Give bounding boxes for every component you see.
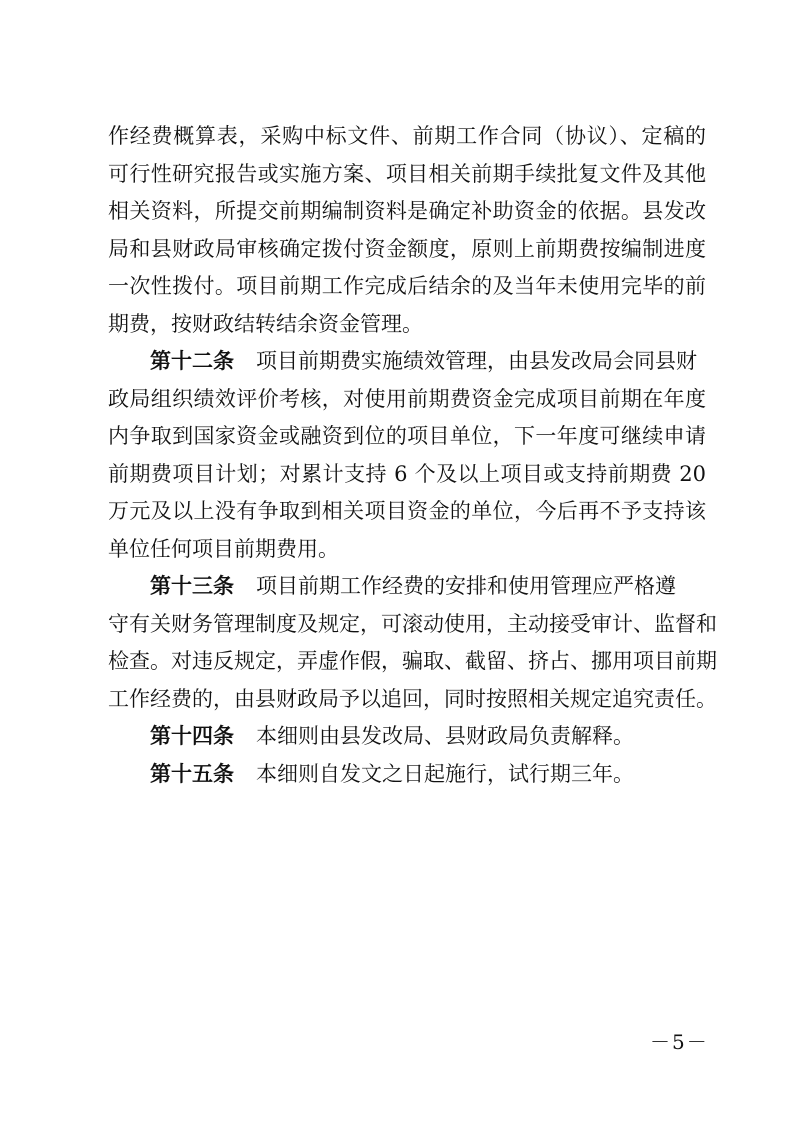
text-span: 项目前期费实施绩效管理，由县发改局会同县财 [256,349,697,373]
text-line: 一次性拨付。项目前期工作完成后结余的及当年未使用完毕的前 [108,274,706,298]
text-line: 单位任何项目前期费用。 [108,536,339,561]
text-span: 本细则由县发改局、县财政局负责解释。 [256,724,634,748]
article-number: 第十五条 [150,761,234,786]
text-line: 局和县财政局审核确定拨付资金额度，原则上前期费按编制进度 [108,236,706,261]
text-line: 作经费概算表，采购中标文件、前期工作合同（协议）、定稿的 [108,124,706,148]
article-number: 第十四条 [150,724,234,748]
text-line: 内争取到国家资金或融资到位的项目单位，下一年度可继续申请 [108,424,706,448]
text-line: 守有关财务管理制度及规定，可滚动使用，主动接受审计、监督和 [108,611,717,636]
text-line: 工作经费的，由县财政局予以追回，同时按照相关规定追究责任。 [108,686,717,711]
text-line: 相关资料，所提交前期编制资料是确定补助资金的依据。县发改 [108,199,706,223]
article-14 [108,718,706,756]
document-body [108,118,717,793]
text-span: 本细则自发文之日起施行，试行期三年。 [256,761,634,786]
article-first-line [108,756,706,794]
text-line: 万元及以上没有争取到相关项目资金的单位，今后再不予支持该 [108,499,706,523]
text-span: 项目前期工作经费的安排和使用管理应严格遵 [256,574,676,598]
article-first-line [108,568,706,606]
text-line: 检查。对违反规定，弄虚作假，骗取、截留、挤占、挪用项目前期 [108,649,717,673]
article-13 [108,568,717,718]
article-first-line [108,718,706,756]
article-number: 第十三条 [150,574,234,598]
article-first-line [108,343,706,381]
text-line: 可行性研究报告或实施方案、项目相关前期手续批复文件及其他 [108,161,706,186]
article-number: 第十二条 [150,349,234,373]
article-15 [108,756,706,794]
paragraph-continuation [108,118,706,343]
text-line: 期费，按财政结转结余资金管理。 [108,311,423,336]
text-line: 政局组织绩效评价考核，对使用前期费资金完成项目前期在年度 [108,386,706,411]
text-line: 前期费项目计划；对累计支持 6 个及以上项目或支持前期费 20 [108,461,706,486]
page-number: －5－ [650,1030,709,1054]
article-12 [108,343,706,568]
